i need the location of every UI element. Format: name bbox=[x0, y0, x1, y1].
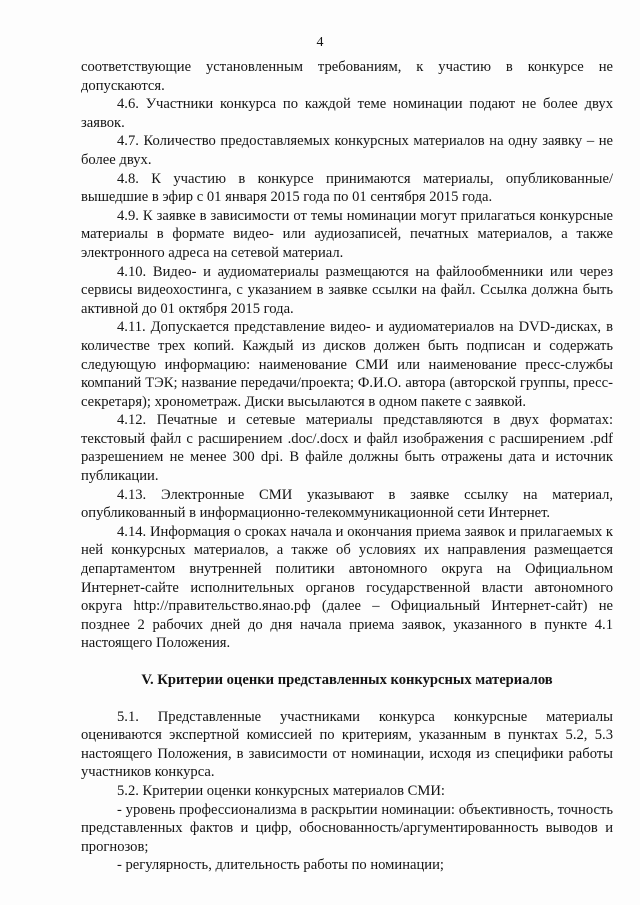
paragraph: - уровень профессионализма в раскрытии номинации: объективность, точность представленных фактов и цифр, обоснованность/аргументированность выводов и прогнозов; bbox=[81, 801, 613, 855]
paragraph: 4.10. Видео- и аудиоматериалы размещаются на файлообменники или через сервисы видеохостинга, с указанием в заявке ссылки на файл. Ссылка должна быть активной до 01 октября 2015 года. bbox=[81, 263, 613, 317]
page-number: 4 bbox=[316, 35, 324, 50]
paragraph: 5.2. Критерии оценки конкурсных материалов СМИ: bbox=[117, 782, 445, 799]
paragraph: 4.11. Допускается представление видео- и аудиоматериалов на DVD-дисках, в количестве трех копий. Каждый из дисков должен быть подписан и содержать следующую информацию: наименование СМИ или наименование пресс-службы компаний ТЭК; название передачи/проекта; Ф.И.О. автора (авторской группы, пресс-секретаря); хронометраж. Диски высылаются в одном пакете с заявкой. bbox=[81, 319, 613, 410]
paragraph: 4.9. К заявке в зависимости от темы номинации могут прилагаться конкурсные материалы в формате видео- или аудиозаписей, печатных материалов, а также электронного адреса на сетевой материал. bbox=[81, 207, 613, 261]
section-v-body bbox=[81, 708, 613, 875]
paragraph: соответствующие установленным требованиям, к участию в конкурсе не допускаются. bbox=[81, 59, 613, 94]
paragraph: - регулярность, длительность работы по номинации; bbox=[117, 857, 444, 874]
paragraph: 4.7. Количество предоставляемых конкурсных материалов на одну заявку – не более двух. bbox=[81, 133, 613, 168]
paragraph: 4.8. К участию в конкурсе принимаются материалы, опубликованные/ вышедшие в эфир с 01 января 2015 года по 01 сентября 2015 года. bbox=[81, 170, 613, 206]
paragraph: 5.1. Представленные участниками конкурса конкурсные материалы оцениваются экспертной комиссией по критериям, указанным в пунктах 5.2, 5.3 настоящего Положения, в зависимости от номинации, исходя из специфики работы участников конкурса. bbox=[81, 708, 613, 781]
section-iv-continuation bbox=[81, 58, 613, 653]
paragraph: 4.14. Информация о сроках начала и окончания приема заявок и прилагаемых к ней конкурсных материалов, а также об условиях их направления размещается департаментом внутренней политики автономного округа на Официальном Интернет-сайте исполнительных органов государственной власти автономного округа http://правительство.янао.рф (далее – Официальный Интернет-сайт) не позднее 2 рабочих дней до дня начала приема заявок, указанного в пункте 4.1 настоящего Положения. bbox=[81, 523, 613, 652]
section-heading: V. Критерии оценки представленных конкурсных материалов bbox=[141, 672, 553, 688]
paragraph: 4.12. Печатные и сетевые материалы представляются в двух форматах: текстовый файл с расширением .doc/.docx и файл изображения с расширением .pdf разрешением не менее 300 dpi. В файле должны быть отражены дата и источник публикации. bbox=[81, 412, 613, 485]
paragraph: 4.6. Участники конкурса по каждой теме номинации подают не более двух заявок. bbox=[81, 96, 613, 131]
document-body bbox=[81, 58, 613, 875]
paragraph: 4.13. Электронные СМИ указывают в заявке ссылку на материал, опубликованный в информационно-телекоммуникационной сети Интернет. bbox=[81, 486, 613, 522]
